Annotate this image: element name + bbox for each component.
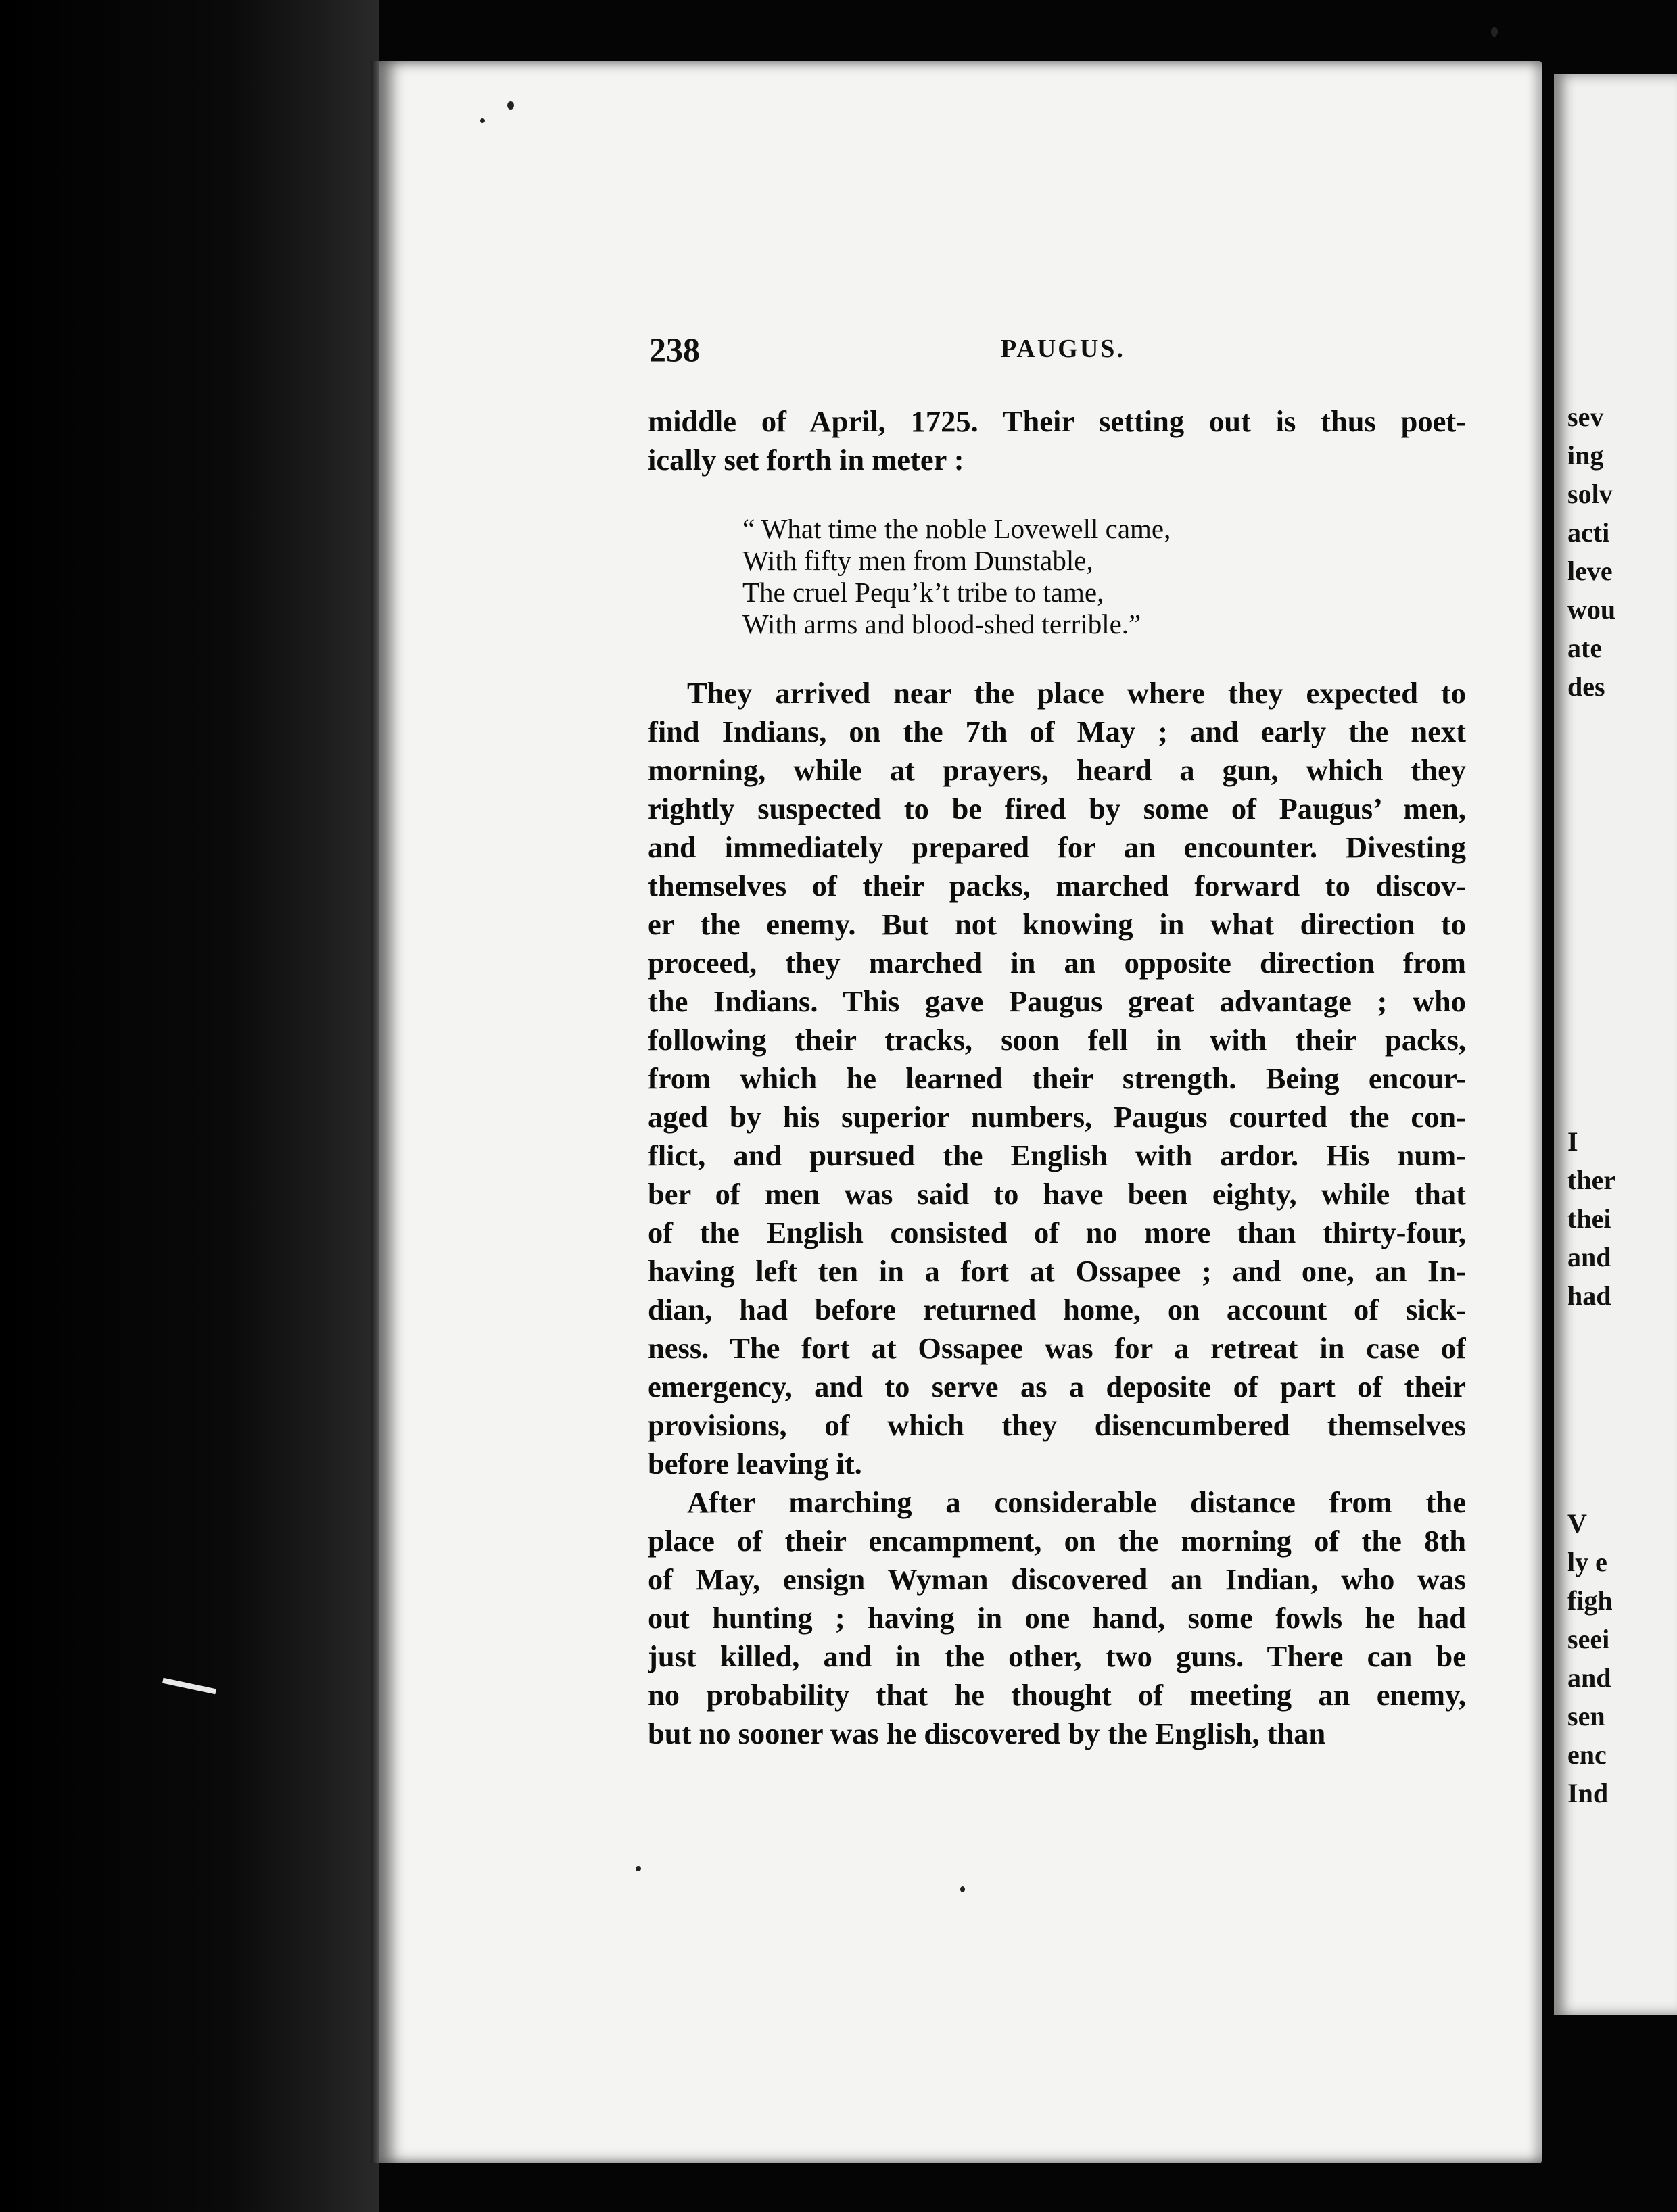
text-line: out hunting ; having in one hand, some fowls he had xyxy=(648,1601,1466,1635)
poem-verse xyxy=(742,513,1351,640)
text-line: place of their encampment, on the morning of the 8th xyxy=(648,1524,1466,1558)
poem-line: With arms and blood-shed terrible.” xyxy=(742,608,1141,640)
text-line: the Indians. This gave Paugus great advantage ; who xyxy=(648,984,1466,1018)
facing-page-line: I xyxy=(1567,1126,1578,1157)
facing-page-line: and xyxy=(1567,1242,1611,1272)
facing-page-line: and xyxy=(1567,1662,1611,1693)
page-body xyxy=(648,402,1466,1753)
text-line: of the English consisted of no more than thirty-four, xyxy=(648,1216,1466,1249)
text-line: After marching a considerable distance from the xyxy=(687,1485,1466,1519)
facing-page-line: acti xyxy=(1567,517,1610,548)
facing-page-lines-bottom xyxy=(1554,1504,1677,1812)
text-line: emergency, and to serve as a deposite of part of their xyxy=(648,1370,1466,1403)
text-line: They arrived near the place where they expected to xyxy=(687,676,1466,710)
text-line: ber of men was said to have been eighty, while that xyxy=(648,1177,1466,1211)
print-speck xyxy=(480,118,485,123)
facing-page-line: had xyxy=(1567,1280,1611,1311)
text-line: following their tracks, soon fell in with their packs, xyxy=(648,1023,1466,1057)
text-line: rightly suspected to be fired by some of Paugus’ men, xyxy=(648,792,1466,825)
book-gutter-left xyxy=(0,0,379,2212)
text-line: having left ten in a fort at Ossapee ; and one, an In- xyxy=(648,1254,1466,1288)
text-line: er the enemy. But not knowing in what direction to xyxy=(648,907,1466,941)
text-line: proceed, they marched in an opposite direction from xyxy=(648,946,1466,980)
text-line: ically set forth in meter : xyxy=(648,443,964,477)
poem-line: “ What time the noble Lovewell came, xyxy=(742,513,1171,544)
facing-page-line: V xyxy=(1567,1508,1587,1539)
intro-paragraph xyxy=(648,402,1466,479)
paragraph-arrival xyxy=(648,674,1466,1483)
facing-page-line: ther xyxy=(1567,1165,1616,1195)
running-head: PAUGUS. xyxy=(1001,335,1125,363)
poem-line: With fifty men from Dunstable, xyxy=(742,545,1093,576)
facing-page-lines-middle xyxy=(1554,1122,1677,1315)
text-line: provisions, of which they disencumbered themselves xyxy=(648,1408,1466,1442)
text-line: find Indians, on the 7th of May ; and early the next xyxy=(648,715,1466,748)
print-speck xyxy=(960,1886,965,1892)
text-line: ness. The fort at Ossapee was for a retreat in case of xyxy=(648,1331,1466,1365)
facing-page-line: des xyxy=(1567,671,1605,702)
text-line: before leaving it. xyxy=(648,1447,862,1481)
text-line: themselves of their packs, marched forward to discov- xyxy=(648,869,1466,903)
text-line: flict, and pursued the English with ardor. His num- xyxy=(648,1138,1466,1172)
text-line: but no sooner was he discovered by the English, than xyxy=(648,1716,1326,1750)
facing-page-line: enc xyxy=(1567,1739,1607,1770)
facing-page-line: ing xyxy=(1567,440,1604,471)
page-number: 238 xyxy=(649,331,700,368)
paragraph-encampment xyxy=(648,1483,1466,1753)
print-speck xyxy=(1491,27,1498,37)
text-line: aged by his superior numbers, Paugus courted the con- xyxy=(648,1100,1466,1134)
text-line: dian, had before returned home, on account of sick- xyxy=(648,1293,1466,1326)
text-line: from which he learned their strength. Being encour- xyxy=(648,1061,1466,1095)
text-line: no probability that he thought of meeting an enemy, xyxy=(648,1678,1466,1712)
facing-page-line: wou xyxy=(1567,594,1616,625)
text-line: just killed, and in the other, two guns. There can be xyxy=(648,1639,1466,1673)
facing-page-line: ly e xyxy=(1567,1547,1607,1577)
text-line: middle of April, 1725. Their setting out is thus poet- xyxy=(648,404,1466,438)
text-line: and immediately prepared for an encounter. Divesting xyxy=(648,830,1466,864)
facing-page-line: thei xyxy=(1567,1203,1611,1234)
facing-page-line: seei xyxy=(1567,1624,1610,1654)
facing-page-line: figh xyxy=(1567,1585,1613,1616)
facing-page-line: leve xyxy=(1567,556,1613,586)
facing-page-line: solv xyxy=(1567,479,1613,509)
facing-page-line: sen xyxy=(1567,1701,1605,1731)
poem-line: The cruel Pequ’k’t tribe to tame, xyxy=(742,577,1104,608)
facing-page-line: sev xyxy=(1567,402,1604,432)
text-line: of May, ensign Wyman discovered an Indian, who was xyxy=(648,1562,1466,1596)
facing-page-line: Ind xyxy=(1567,1778,1609,1808)
print-speck xyxy=(507,101,514,110)
facing-page-fragment xyxy=(1554,74,1677,2015)
text-line: morning, while at prayers, heard a gun, which they xyxy=(648,753,1466,787)
page-header xyxy=(649,330,1464,373)
print-speck xyxy=(636,1866,641,1871)
facing-page-lines-top xyxy=(1554,398,1677,706)
facing-page-line: ate xyxy=(1567,633,1603,663)
